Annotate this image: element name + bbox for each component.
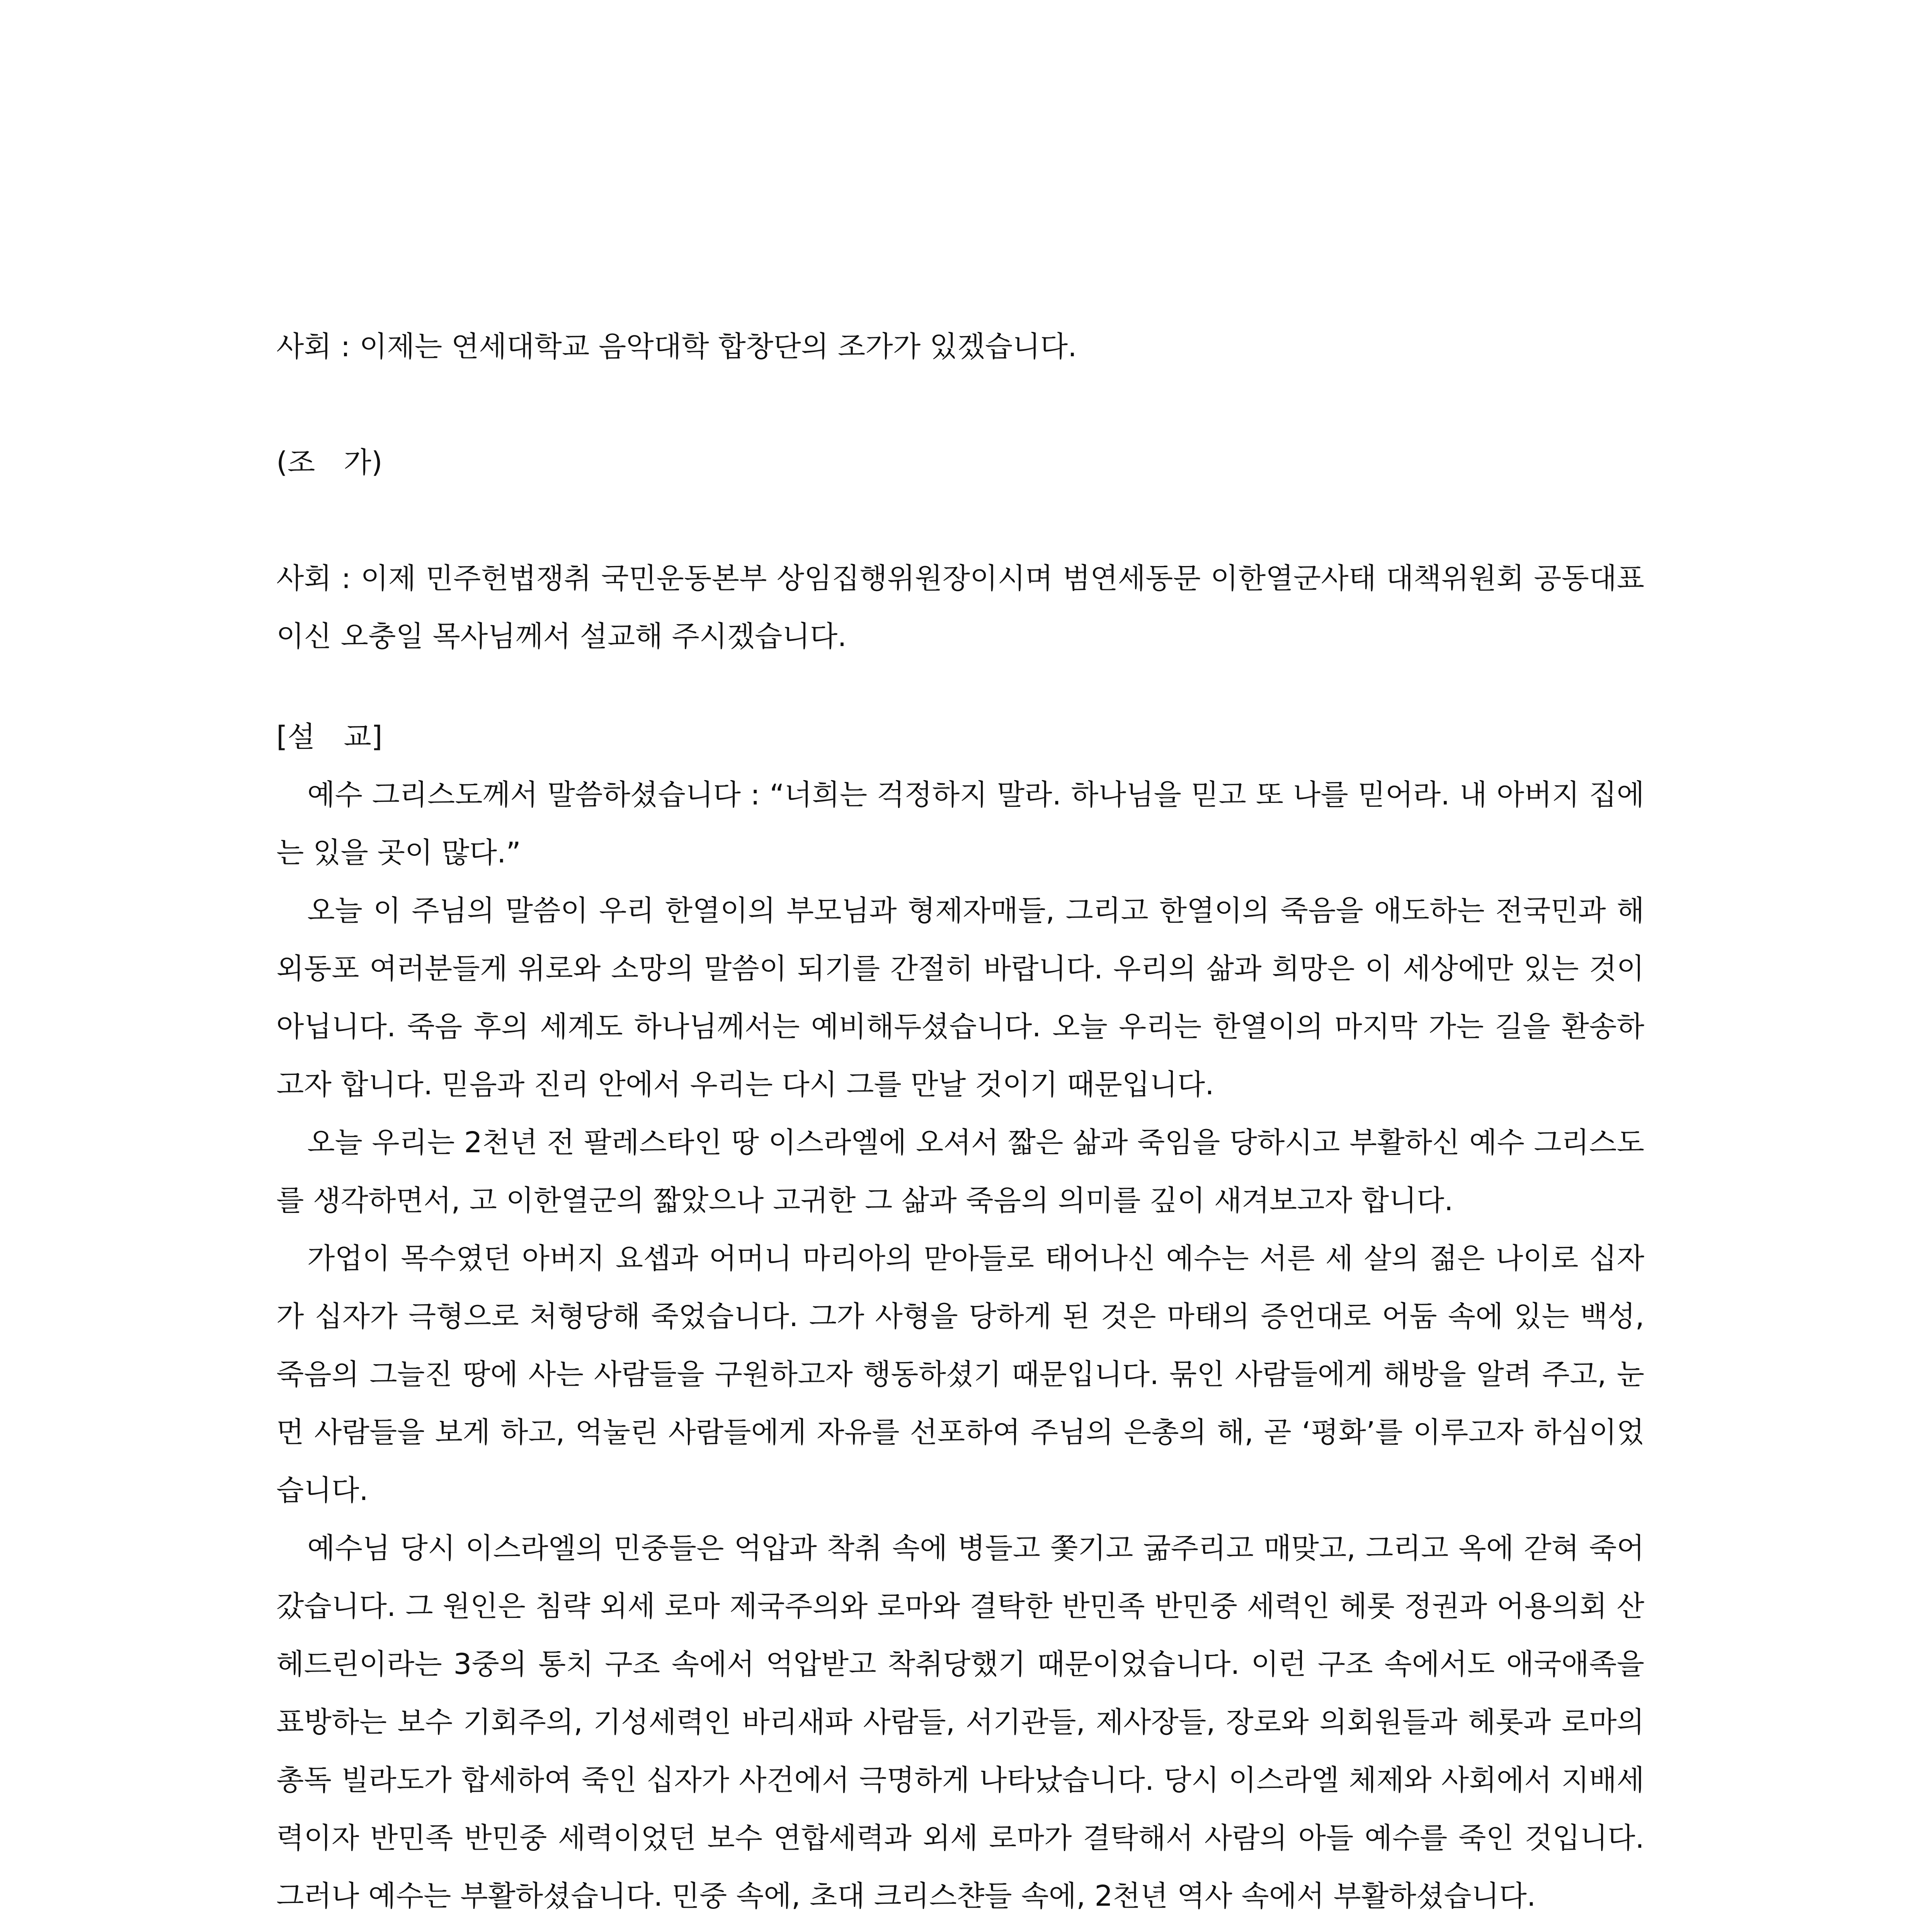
sermon-paragraph-1: 예수 그리스도께서 말씀하셨습니다 : “너희는 걱정하지 말라. 하나님을 믿고 또 나를 믿어라. 내 아버지 집에는 있을 곳이 많다.” — [276, 778, 1644, 869]
document-body — [276, 318, 1644, 1932]
sermon-paragraph-4: 가업이 목수였던 아버지 요셉과 어머니 마리아의 맏아들로 태어나신 예수는 서른 세 살의 젊은 나이로 십자가 십자가 극형으로 처형당해 죽었습니다. 그가 사형을 당하게 된 것은 마태의 증언대로 어둠 속에 있는 백성, 죽음의 그늘진 땅에 사는 사람들을 구원하고자 행동하셨기 때문입니다. 묶인 사람들에게 해방을 알려 주고, 눈먼 사람들을 보게 하고, 억눌린 사람들에게 자유를 선포하여 주님의 은총의 해, 곧 ‘평화’를 이루고자 하심이었습니다. — [276, 1242, 1644, 1507]
sermon-paragraph-2: 오늘 이 주님의 말씀이 우리 한열이의 부모님과 형제자매들, 그리고 한열이의 죽음을 애도하는 전국민과 해외동포 여러분들게 위로와 소망의 말씀이 되기를 간절히 바랍니다. 우리의 삶과 희망은 이 세상에만 있는 것이 아닙니다. 죽음 후의 세계도 하나님께서는 예비해두셨습니다. 오늘 우리는 한열이의 마지막 가는 길을 환송하고자 합니다. 믿음과 진리 안에서 우리는 다시 그를 만날 것이기 때문입니다. — [276, 894, 1644, 1101]
choir-heading: (조 가) — [276, 446, 383, 479]
sermon-paragraph-3: 오늘 우리는 2천년 전 팔레스타인 땅 이스라엘에 오셔서 짧은 삶과 죽임을 당하시고 부활하신 예수 그리스도를 생각하면서, 고 이한열군의 짧았으나 고귀한 그 삶과 죽음의 의미를 깊이 새겨보고자 합니다. — [276, 1126, 1644, 1217]
sermon-paragraph-5: 예수님 당시 이스라엘의 민중들은 억압과 착취 속에 병들고 쫓기고 굶주리고 매맞고, 그리고 옥에 갇혀 죽어갔습니다. 그 원인은 침략 외세 로마 제국주의와 로마와 결탁한 반민족 반민중 세력인 헤롯 정권과 어용의회 산헤드린이라는 3중의 통치 구조 속에서 억압받고 착취당했기 때문이었습니다. 이런 구조 속에서도 애국애족을 표방하는 보수 기회주의, 기성세력인 바리새파 사람들, 서기관들, 제사장들, 장로와 의회원들과 헤롯과 로마의 총독 빌라도가 합세하여 죽인 십자가 사건에서 극명하게 나타났습니다. 당시 이스라엘 체제와 사회에서 지배세력이자 반민족 반민중 세력이었던 보수 연합세력과 외세 로마가 결탁해서 사람의 아들 예수를 죽인 것입니다. 그러나 예수는 부활하셨습니다. 민중 속에, 초대 크리스챤들 속에, 2천년 역사 속에서 부활하셨습니다. — [276, 1532, 1644, 1913]
sermon-paragraph-6 — [276, 1925, 1644, 1932]
moderator-line-choir: 사회 : 이제는 연세대학교 음악대학 합창단의 조가가 있겠습니다. — [276, 330, 1077, 363]
sermon-heading: [설 교] — [276, 720, 383, 753]
moderator-line-sermon: 사회 : 이제 민주헌법쟁취 국민운동본부 상임집행위원장이시며 범연세동문 이한열군사태 대책위원회 공동대표이신 오충일 목사님께서 설교해 주시겠습니다. — [276, 562, 1644, 653]
